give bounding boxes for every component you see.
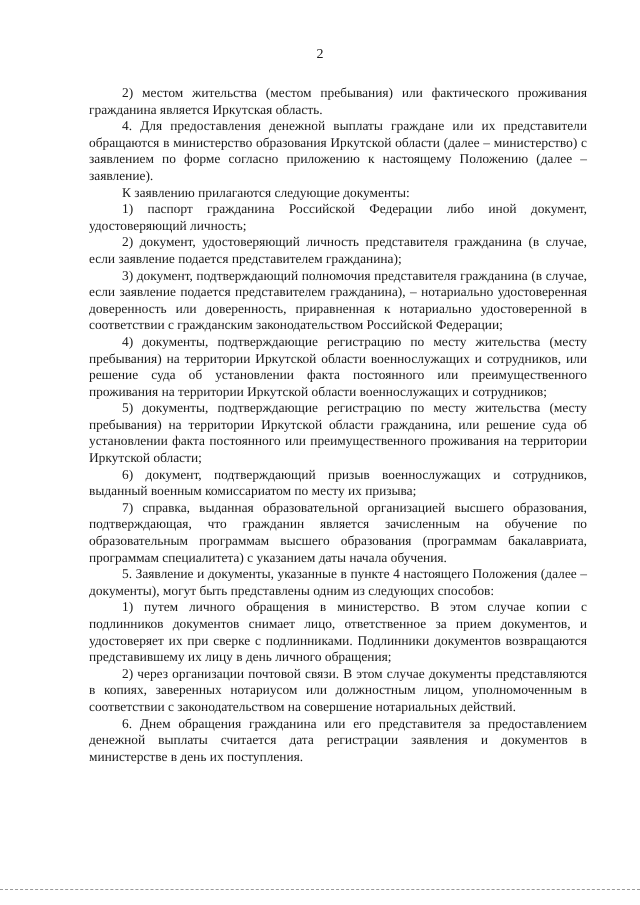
paragraph: 2) местом жительства (местом пребывания) или фактического проживания гражданина является Иркутская область.: [89, 85, 587, 117]
paragraph: 6. Днем обращения гражданина или его представителя за предоставлением денежной выплаты считается дата регистрации заявления и документов в министерстве в день их поступления.: [89, 715, 587, 764]
list-item: 2) документ, удостоверяющий личность представителя гражданина (в случае, если заявление подается представителем гражданина);: [89, 234, 587, 266]
list-item: 5) документы, подтверждающие регистрацию по месту жительства (месту пребывания) на территории Иркутской области гражданина, или решение суда об установлении факта постоянного или преимущественного проживания на территории Иркутской области;: [89, 400, 587, 466]
paragraph: 5. Заявление и документы, указанные в пункте 4 настоящего Положения (далее – документы), могут быть представлены одним из следующих способов:: [89, 566, 587, 598]
list-item: 1) паспорт гражданина Российской Федерации либо иной документ, удостоверяющий личность;: [89, 201, 587, 233]
paragraph: 4. Для предоставления денежной выплаты граждане или их представители обращаются в министерство образования Иркутской области (далее – министерство) с заявлением по форме согласно приложению к настоящему Положению (далее – заявление).: [89, 118, 587, 183]
list-item: 2) через организации почтовой связи. В этом случае документы представляются в копиях, заверенных нотариусом или должностным лицом, уполномоченным в соответствии с законодательством на совершение нотариальных действий.: [89, 665, 587, 714]
list-item: 6) документ, подтверждающий призыв военнослужащих и сотрудников, выданный военным комиссариатом по месту их призыва;: [89, 466, 587, 499]
list-item: 3) документ, подтверждающий полномочия представителя гражданина (в случае, если заявление подается представителем гражданина), – нотариально удостоверенная доверенность или доверенность, приравненная к нотариально удостоверенной в соответствии с гражданским законодательством Российской Федерации;: [89, 267, 587, 333]
paragraph: К заявлению прилагаются следующие документы:: [122, 184, 410, 200]
page-bottom-edge: [0, 889, 640, 890]
list-item: 7) справка, выданная образовательной организацией высшего образования, подтверждающая, что гражданин является зачисленным на обучение по образовательным программам высшего образования (программам бакалавриата, программам специалитета) с указанием даты начала обучения.: [89, 499, 587, 565]
list-item: 1) путем личного обращения в министерство. В этом случае копии с подлинников документов снимает лицо, ответственное за прием документов, и удостоверяет их при сверке с подлинниками. Подлинники документов возвращаются представившему их лицу в день личного обращения;: [89, 599, 587, 665]
list-item: 4) документы, подтверждающие регистрацию по месту жительства (месту пребывания) на территории Иркутской области военнослужащих и сотрудников, или решение суда об установлении факта постоянного или преимущественного проживания на территории Иркутской области военнослужащих и сотрудников;: [89, 333, 587, 399]
page-number: 2: [316, 47, 324, 62]
document-body: [89, 85, 587, 765]
